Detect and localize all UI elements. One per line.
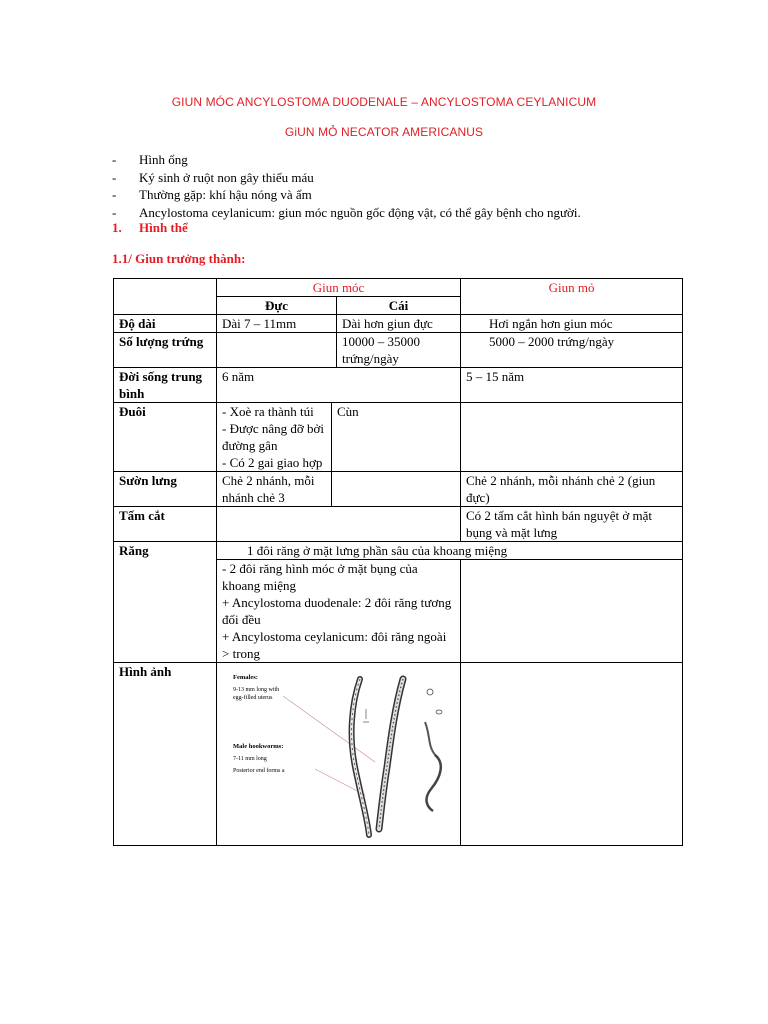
fig-label-males-desc1: 7-11 mm long [233, 756, 267, 762]
table-row [114, 279, 683, 297]
image-cell [217, 663, 461, 846]
cell: 6 năm [217, 368, 461, 403]
comparison-table [113, 278, 683, 846]
table-row [114, 472, 683, 507]
cell: Chẻ 2 nhánh, mỗi nhánh chẻ 2 (giun đực) [461, 472, 683, 507]
fig-label-males-desc2: Posterior end forms a [233, 768, 285, 774]
row-label: Tấm cắt [114, 507, 217, 542]
list-item: - Thường gặp: khí hậu nóng và ẩm [112, 187, 312, 202]
row-label: Đuôi [114, 403, 217, 472]
cell: Hơi ngắn hơn giun móc [461, 315, 683, 333]
cell [217, 507, 461, 542]
table-row [114, 507, 683, 542]
cell: Có 2 tấm cắt hình bán nguyệt ở mặt bụng và mặt lưng [461, 507, 683, 542]
section-heading-1: 1. Hình thể [112, 220, 188, 235]
document-title-line1: GIUN MÓC ANCYLOSTOMA DUODENALE – ANCYLOSTOMA CEYLANICUM [171, 95, 597, 109]
fig-label-females: Females: [233, 674, 258, 681]
list-item: - Ancylostoma ceylanicum: giun móc nguồn gốc động vật, có thể gây bệnh cho người. [112, 204, 581, 220]
section-heading-1-1: 1.1/ Giun trưởng thành: [112, 251, 246, 266]
hookworm-illustration [227, 667, 459, 840]
cell: 5 – 15 năm [461, 368, 683, 403]
cell: Chẻ 2 nhánh, mỗi nhánh chẻ 3 [217, 472, 332, 507]
table-row [114, 333, 683, 368]
header-duc: Đực [217, 297, 337, 315]
header-cai: Cái [337, 297, 461, 315]
header-giun-moc: Giun móc [217, 279, 461, 297]
cell: - 2 đôi răng hình móc ở mặt bụng của khoang miệng + Ancylostoma duodenale: 2 đôi răng tương đối đều + Ancylostoma ceylanicum: đôi răng ngoài > trong [217, 560, 461, 663]
document-title-line2: GiUN MỎ NECATOR AMERICANUS [284, 125, 484, 139]
cell: Cùn [332, 403, 461, 472]
bullet-list [112, 151, 581, 221]
row-label: Hình ảnh [114, 663, 217, 846]
list-item: - Ký sinh ở ruột non gây thiếu máu [112, 169, 314, 185]
cell: 1 đôi răng ở mặt lưng phần sâu của khoang miệng [217, 542, 683, 560]
table-row [114, 403, 683, 472]
row-label: Độ dài [114, 315, 217, 333]
fig-label-females-desc1: 9-13 mm long with [233, 687, 280, 693]
row-label: Sườn lưng [114, 472, 217, 507]
table-row [114, 542, 683, 560]
cell [332, 472, 461, 507]
row-label: Đời sống trung bình [114, 368, 217, 403]
table-row [114, 368, 683, 403]
header-giun-mo: Giun mỏ [461, 279, 683, 315]
cell [461, 560, 683, 663]
fig-label-females-desc2: egg-filled uterus [233, 695, 273, 701]
cell: Dài hơn giun đực [337, 315, 461, 333]
cell: - Xoè ra thành túi - Được nâng đỡ bởi đường gân - Có 2 gai giao hợp [217, 403, 332, 472]
cell: 10000 – 35000 trứng/ngày [337, 333, 461, 368]
cell: Dài 7 – 11mm [217, 315, 337, 333]
table-row [114, 315, 683, 333]
cell [217, 333, 337, 368]
row-label: Răng [114, 542, 217, 663]
table-row [114, 663, 683, 846]
cell [461, 663, 683, 846]
fig-label-males: Male hookworms: [233, 743, 284, 750]
list-item: - Hình ống [112, 152, 188, 167]
row-label: Số lượng trứng [114, 333, 217, 368]
empty-cell [114, 279, 217, 315]
cell [461, 403, 683, 472]
cell: 5000 – 2000 trứng/ngày [461, 333, 683, 368]
